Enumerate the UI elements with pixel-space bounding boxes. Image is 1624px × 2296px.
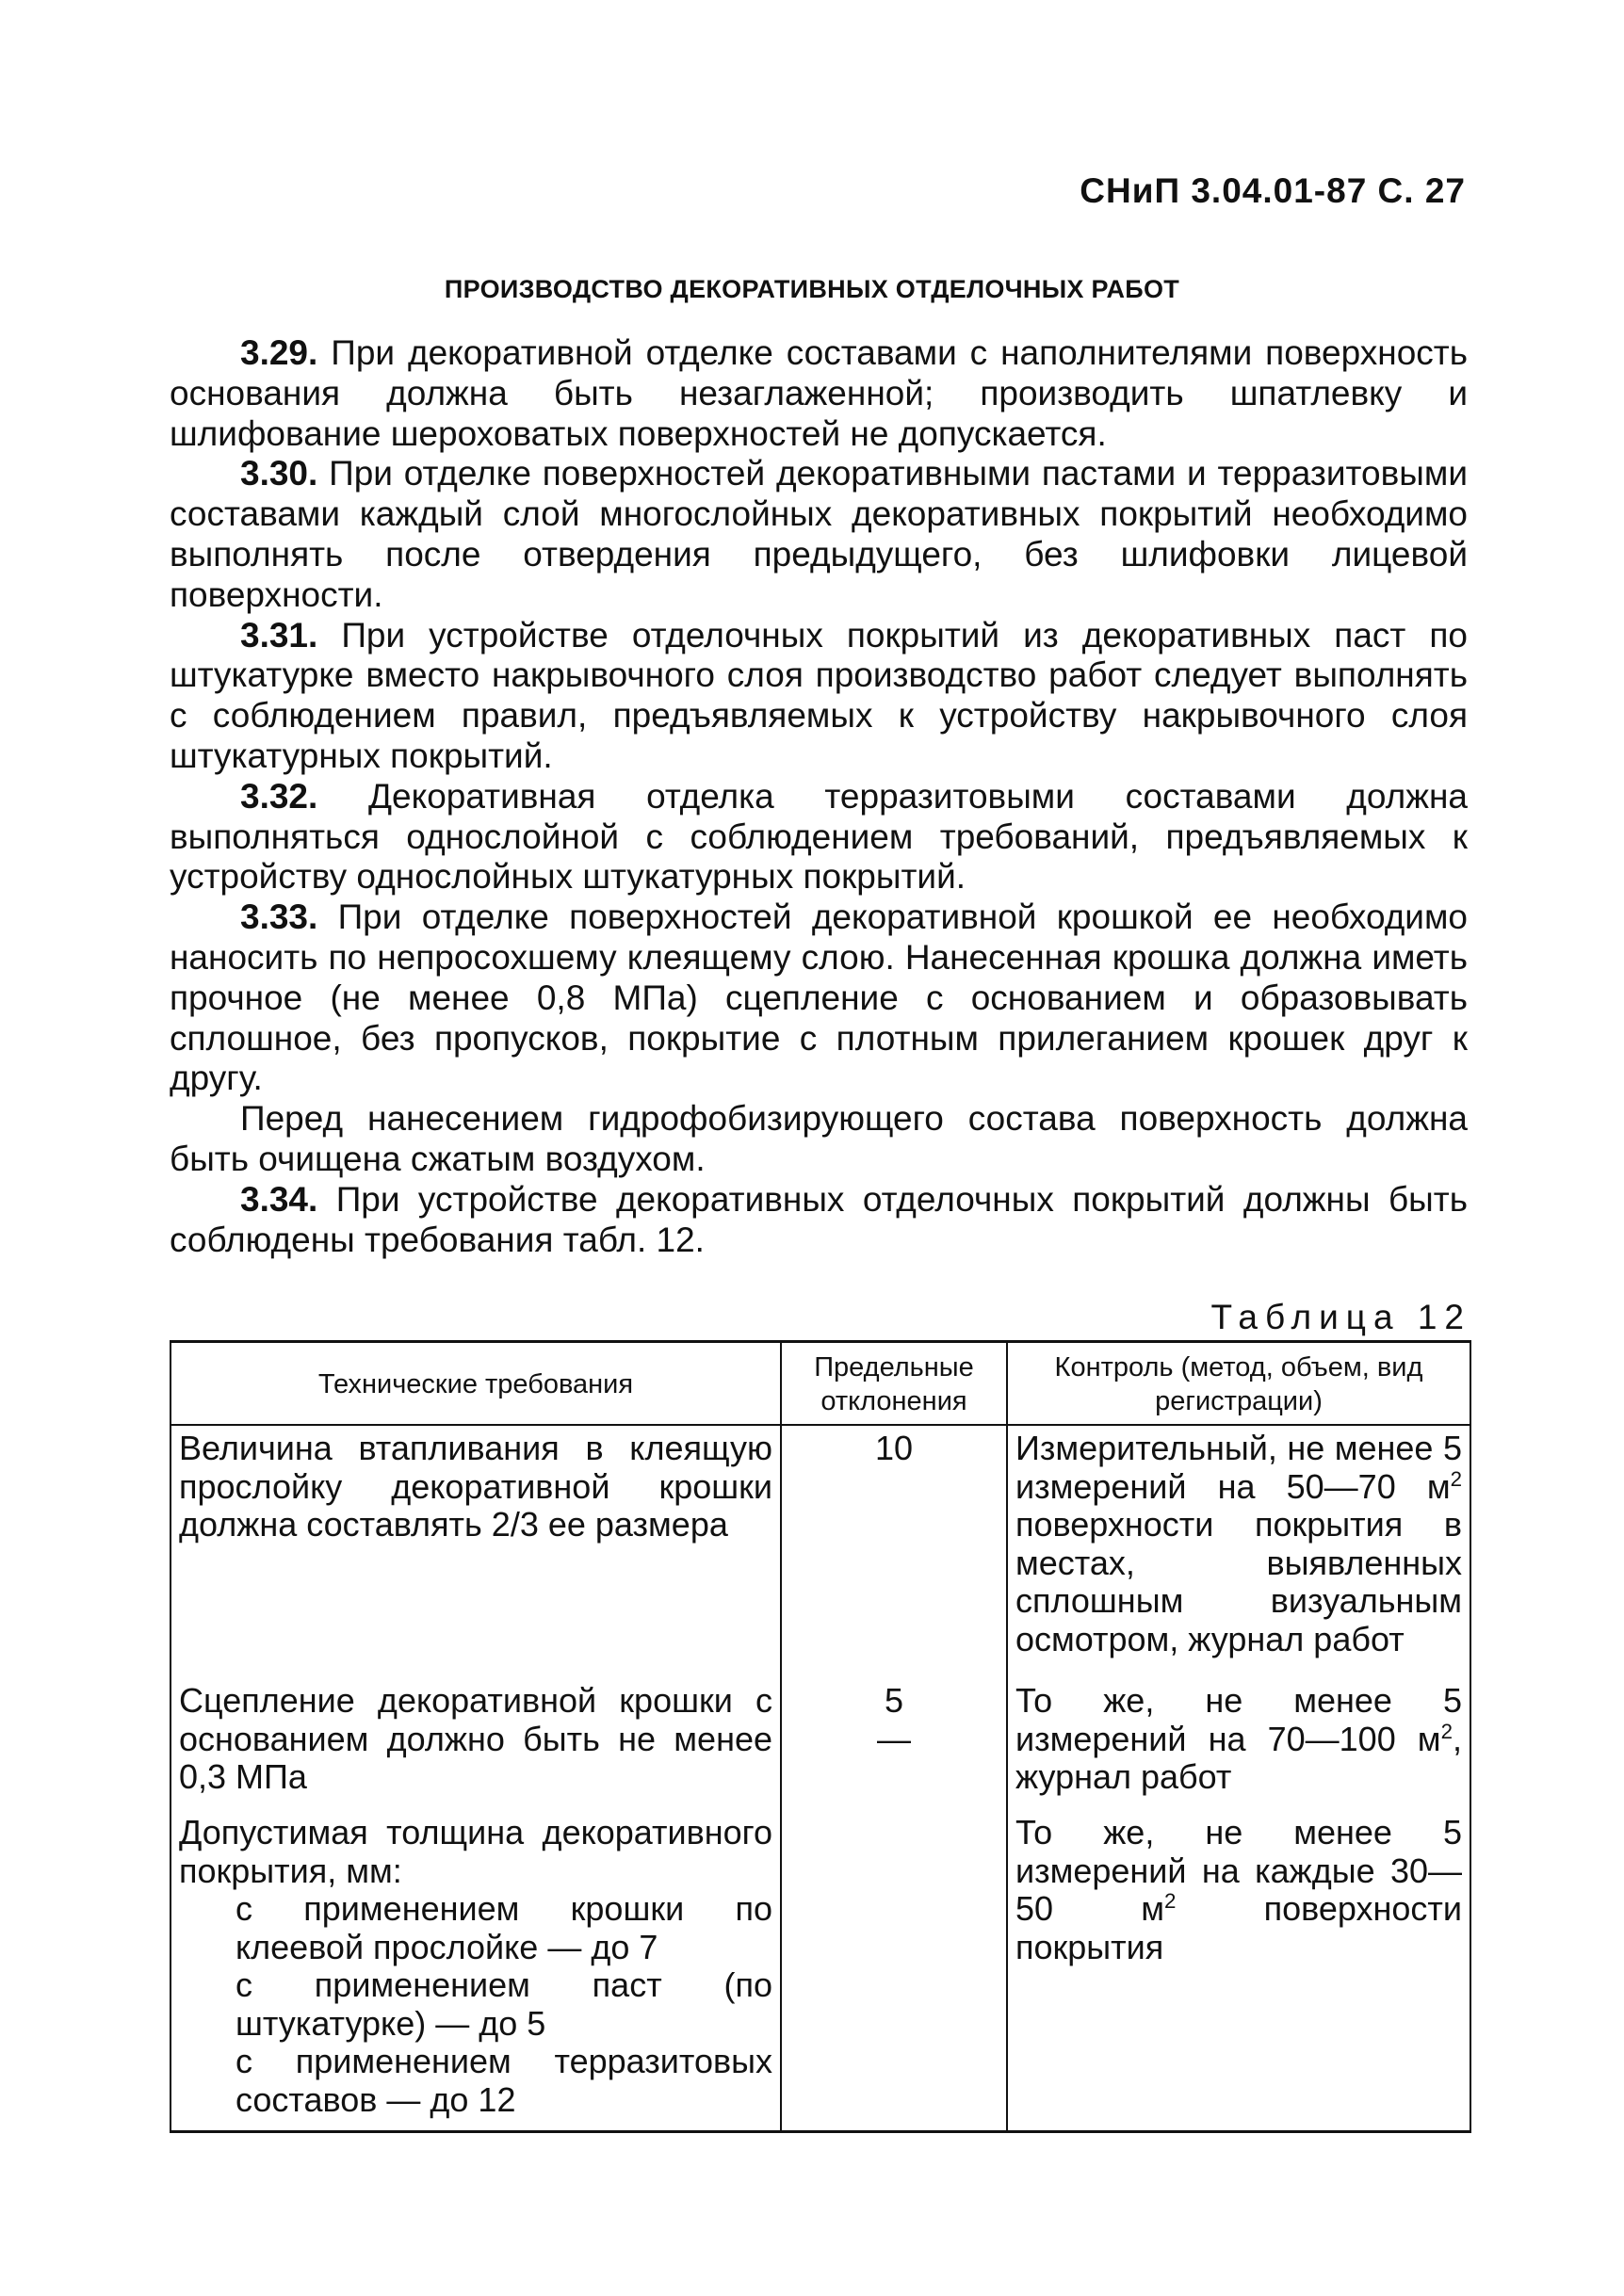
paragraph-text: При устройстве декоративных отделочных покрытий должны быть соблюдены требования табл. 12. (170, 1179, 1468, 1259)
requirement-cell (171, 1814, 781, 2132)
deviation-cell (781, 1814, 1007, 2132)
paragraph-number: 3.32. (240, 776, 318, 816)
requirement-cell: Величина втапливания в клеящую прослойку декоративной крошки должна составлять 2/3 ее размера (171, 1425, 781, 1682)
paragraph-3-32 (170, 777, 1468, 897)
paragraph-text: При устройстве отделочных покрытий из декоративных паст по штукатурке вместо накрывочного слоя производство работ следует выполнять с соблюдением правил, предъявляемых к устройству накрывочного слоя штукатурных покрытий. (170, 615, 1468, 775)
paragraph-number: 3.33. (240, 897, 318, 937)
requirement-sub-item: с применением крошки по клеевой прослойке — до 7 (235, 1889, 772, 1966)
control-text-cont: поверхности покрытия в местах, выявленных сплошным визуальным осмотром, журнал работ (1015, 1505, 1462, 1658)
control-cell (1007, 1682, 1470, 1814)
deviation-dash: — (877, 1719, 911, 1758)
paragraph-3-33 (170, 897, 1468, 1099)
paragraph-text: При отделке поверхностей декоративными пастами и терразитовыми составами каждый слой многослойных декоративных покрытий необходимо выполнять после отвердения предыдущего, без шлифовки лицевой поверхности. (170, 454, 1468, 614)
requirement-sub-item: с применением паст (по штукатурке) — до 5 (235, 1965, 772, 2043)
deviation-value: 10 (874, 1429, 914, 1467)
superscript: 2 (1164, 1889, 1177, 1913)
paragraph-3-33-cont (170, 1099, 1468, 1180)
control-cell (1007, 1425, 1470, 1682)
page-header: СНиП 3.04.01-87 С. 27 (1080, 171, 1466, 210)
paragraph-number: 3.30. (240, 454, 318, 493)
superscript: 2 (1440, 1719, 1453, 1743)
control-text-cont: , журнал работ (1015, 1719, 1462, 1796)
table-caption: Таблица 12 (1210, 1298, 1471, 1336)
control-text: То же, не менее 5 измерений на 70—100 м (1015, 1681, 1462, 1758)
requirements-table (170, 1340, 1471, 2133)
paragraph-number: 3.31. (240, 615, 318, 655)
paragraph-number: 3.34. (240, 1179, 318, 1219)
paragraph-text: При декоративной отделке составами с наполнителями поверхность основания должна быть незаглаженной; производить шпатлевку и шлифование шероховатых поверхностей не допускается. (170, 333, 1468, 453)
control-text: Измерительный, не менее 5 измерений на 50—70 м (1015, 1429, 1462, 1506)
paragraph-3-29 (170, 333, 1468, 454)
paragraph-3-31 (170, 616, 1468, 777)
control-cell (1007, 1814, 1470, 2132)
paragraph-3-30 (170, 454, 1468, 615)
column-header-deviations: Предельные отклонения (781, 1342, 1007, 1426)
column-header-requirements: Технические требования (171, 1342, 781, 1426)
control-text: То же, не менее 5 измерений на каждые 30—50 м (1015, 1813, 1462, 1928)
section-title: ПРОИЗВОДСТВО ДЕКОРАТИВНЫХ ОТДЕЛОЧНЫХ РАБОТ (444, 275, 1180, 303)
paragraph-3-34 (170, 1180, 1468, 1261)
paragraph-text: Перед нанесением гидрофобизирующего состава поверхность должна быть очищена сжатым воздухом. (170, 1099, 1468, 1178)
table-row (171, 1682, 1470, 1814)
requirement-sub-item: с применением терразитовых составов — до 12 (235, 2042, 772, 2119)
body-text (170, 333, 1468, 1260)
superscript: 2 (1450, 1466, 1462, 1491)
paragraph-text: Декоративная отделка терразитовыми составами должна выполняться однослойной с соблюдением требований, предъявляемых к устройству однослойных штукатурных покрытий. (170, 776, 1468, 897)
deviation-cell (781, 1682, 1007, 1814)
table-header-row (171, 1342, 1470, 1426)
deviation-cell (781, 1425, 1007, 1682)
requirement-cell: Сцепление декоративной крошки с основанием должно быть не менее 0,3 МПа (171, 1682, 781, 1814)
table-row (171, 1425, 1470, 1682)
control-text-cont: поверхности покрытия (1015, 1889, 1462, 1966)
paragraph-number: 3.29. (240, 333, 318, 372)
column-header-control: Контроль (метод, объем, вид регистрации) (1007, 1342, 1470, 1426)
requirement-text: Допустимая толщина декоративного покрытия, мм: (179, 1813, 772, 1890)
table-row (171, 1814, 1470, 2132)
deviation-value: 5 (884, 1681, 904, 1720)
paragraph-text: При отделке поверхностей декоративной крошкой ее необходимо наносить по непросохшему клеящему слою. Нанесенная крошка должна иметь прочное (не менее 0,8 МПа) сцепление с основанием и образовывать сплошное, без пропусков, покрытие с плотным прилеганием крошек друг к другу. (170, 897, 1468, 1098)
